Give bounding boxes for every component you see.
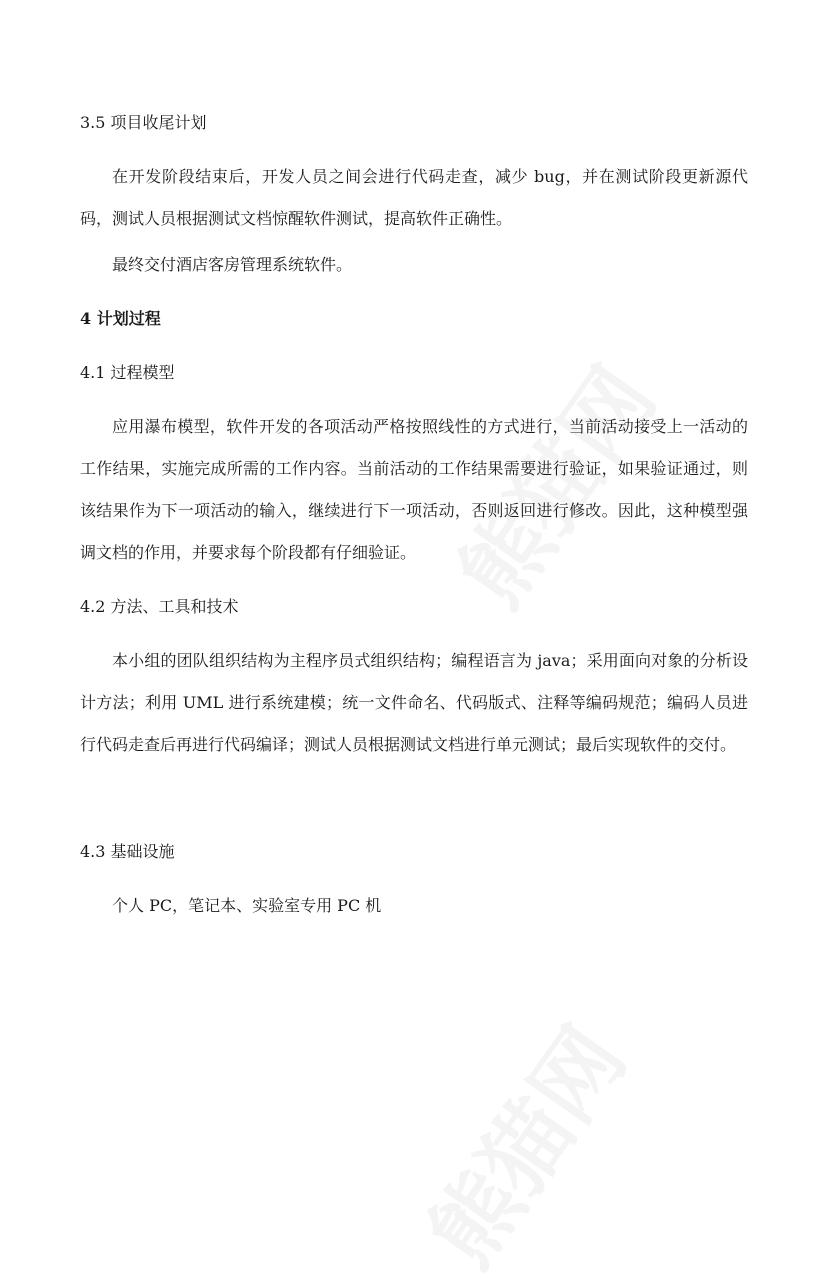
paragraph-4-1-1: 应用瀑布模型，软件开发的各项活动严格按照线性的方式进行，当前活动接受上一活动的工作结果，实施完成所需的工作内容。当前活动的工作结果需要进行验证，如果验证通过，则该结果作为下一项活动的输入，继续进行下一项活动，否则返回进行修改。因此，这种模型强调文档的作用，并要求每个阶段都有仔细验证。 <box>80 417 748 562</box>
paragraph-4-2-1: 本小组的团队组织结构为主程序员式组织结构；编程语言为 java；采用面向对象的分析设计方法；利用 UML 进行系统建模；统一文件命名、代码版式、注释等编码规范；编码人员进行代码走查后再进行代码编译；测试人员根据测试文档进行单元测试；最后实现软件的交付。 <box>80 651 748 754</box>
paragraph-3-5-2: 最终交付酒店客房管理系统软件。 <box>112 255 353 274</box>
section-heading-4-1: 4.1 过程模型 <box>80 363 175 382</box>
paragraph-4-3-1: 个人 PC，笔记本、实验室专用 PC 机 <box>112 896 382 915</box>
section-heading-4-3: 4.3 基础设施 <box>80 842 175 861</box>
paragraph-3-5-1: 在开发阶段结束后，开发人员之间会进行代码走查，减少 bug，并在测试阶段更新源代码，测试人员根据测试文档惊醒软件测试，提高软件正确性。 <box>80 167 748 228</box>
section-heading-3-5: 3.5 项目收尾计划 <box>80 113 207 132</box>
section-heading-4-2: 4.2 方法、工具和技术 <box>80 597 239 616</box>
watermark <box>395 999 650 1287</box>
section-heading-4: 4 计划过程 <box>80 309 161 328</box>
